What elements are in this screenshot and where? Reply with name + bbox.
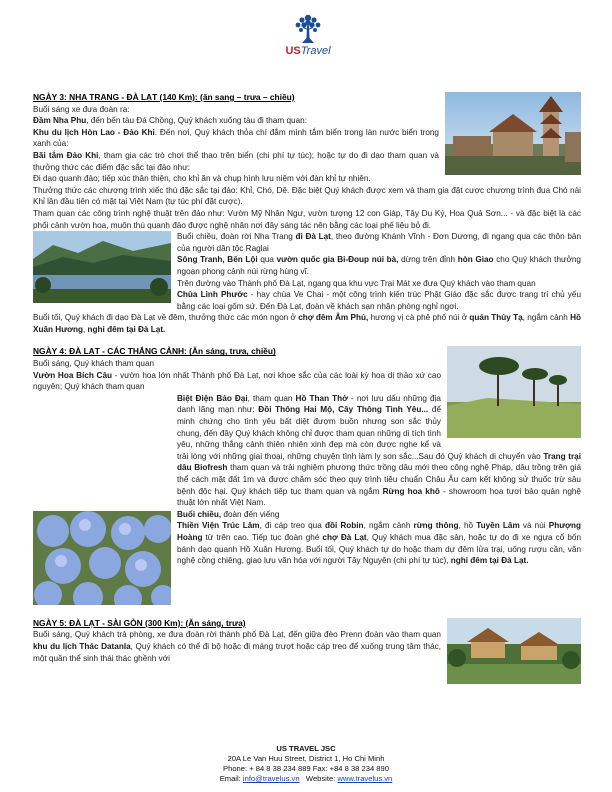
day3-para: Bãi tắm Đảo Khỉ, tham gia các trò chơi thể thao trên biển (chi phí tự túc); hoặc tự do đi dạo tham quan và thưởng thức các điểm đặc sắc tại đảo như: (33, 150, 439, 172)
day3-para: Sông Tranh, Bến Lội qua vườn quốc gia Bi-Đoup núi bà, dừng trên đỉnh hòn Giao cho Quý khách thưởng ngoạn phong cảnh núi rừng hùng vĩ. (177, 255, 581, 276)
day3-para: Chùa Linh Phước - hay chùa Ve Chai - một công trình kiến trúc Phật Giáo đặc sắc được trang trí chủ yếu bằng các loại gốm sứ. Đến Đà Lạt, đoàn về khách sạn nhận phòng nghỉ ngơi. (177, 290, 581, 311)
day4-heading: NGÀY 4: ĐÀ LẠT - CÁC THẮNG CẢNH: (Ăn sáng, trưa, chiều) (33, 346, 276, 357)
day4-para: Buổi chiều, đoàn đến viếng (177, 509, 280, 519)
company-footer (0, 744, 612, 784)
day5-heading: NGÀY 5: ĐÀ LẠT - SÀI GÒN (300 Km): (Ăn sáng, trưa) (33, 617, 246, 628)
pine-hill-photo (447, 346, 581, 438)
website-link[interactable]: www.travelus.vn (337, 774, 393, 783)
itinerary-content (33, 92, 581, 686)
day4-para: Vườn Hoa Bích Câu - vườn hoa lớn nhất Thành phố Đà Lạt, nơi khoe sắc của các loài kỳ hoa dị thảo xứ cao nguyên; Quý khách tham quan (33, 370, 441, 392)
day4-para: Thiền Viện Trúc Lâm, đi cáp treo qua đồi Robin, ngắm cảnh rừng thông, hồ Tuyền Lâm và núi Phượng Hoàng từ trên cao. Tiếp tục đoàn ghé chợ Đà Lạt, Quý khách mua đặc sản, hoặc tự do đi xe ngựa cổ bốn bánh dạo quanh Hồ Xuân Hương. Buổi tối, Quý khách tự do hoặc tham dự đêm lửa trại, uống rượu cần, văn nghệ cồng chiêng, giao lưu văn hóa với người Tây Nguyên (chi phí tự túc), nghỉ đêm tại Đà Lạt. (177, 521, 581, 566)
linh-phuoc-pagoda-photo (445, 92, 581, 175)
truc-lam-monastery-photo (447, 618, 581, 684)
day3-para: Buổi tối, Quý khách đi dạo Đà Lạt về đêm, thưởng thức các món ngon ở chợ đêm Âm Phủ, hương vị cà phê phố núi ở quán Thủy Tạ, ngắm cảnh Hồ Xuân Hương, nghỉ đêm tại Đà Lạt. (33, 313, 582, 334)
email-link[interactable]: info@travelus.vn (242, 774, 300, 783)
company-phone-fax: Phone: + 84 8 38 234 889 Fax: +84 8 38 234 890 (223, 764, 389, 773)
logo-us-text: US (285, 45, 301, 57)
day3-para: Buổi sáng xe đưa đoàn ra: (33, 104, 130, 114)
day3-para: Đi dạo quanh đảo; tiếp xúc thân thiện, cho khỉ ăn và chụp hình lưu niệm với đàn khỉ tự nhiên. (33, 174, 371, 184)
company-address: 20A Le Van Huu Street, District 1, Ho Chi Minh (227, 754, 385, 763)
company-contact: Email: info@travelus.vn Website: www.travelus.vn (219, 774, 393, 783)
day3-heading: NGÀY 3: NHA TRANG - ĐÀ LẠT (140 Km): (ăn sang – trưa – chiều) (33, 92, 295, 102)
day3-para: Đầm Nha Phu, đến bến tàu Đá Chồng, Quý khách xuống tàu đi tham quan: (33, 116, 307, 126)
tree-logo-icon (292, 14, 324, 44)
day3-para: Trên đường vào Thành phố Đà Lạt, ngang qua khu vực Trại Mát xe đưa Quý khách vào tham quan (177, 278, 536, 288)
day5-para: Buổi sáng, Quý khách trả phòng, xe đưa đoàn rời thành phố Đà Lạt, đến giữa đèo Prenn đoàn vào tham quan khu du lịch Thác Datanla, Quý khách có thể đi bộ hoặc đi máng trượt hoặc cáp treo để xuống trung tâm thác, một quần thể sinh thái thác ghềnh với (33, 630, 441, 663)
hydrangea-flowers-photo (33, 511, 171, 605)
day3-para: Buổi chiều, đoàn rời Nha Trang đi Đà Lạt, theo đường Khánh Vĩnh - Đơn Dương, đi ngang qua các thôn bản của người dân tộc Raglai (177, 232, 582, 253)
company-name: US TRAVEL JSC (276, 744, 336, 753)
lake-landscape-photo (33, 231, 171, 303)
day3-para: Khu du lịch Hòn Lao - Đảo Khỉ. Đến nơi, Quý khách thỏa chí đắm mình tắm biển trong làn nước biển trong xanh của: (33, 127, 439, 149)
day3-para: Tham quan các công trình nghệ thuật trên đảo như: Vườn Mỹ Nhân Ngư, vườn tượng 12 con Giáp, Tây Du Ký, Hoa Quả Sơn... - và đặc biệt là các phối cảnh vườn hoa, muôn thú quanh đảo được nghệ nhân nơi đây sáng tác nên bằng các loại phế liệu bỏ đi. (33, 208, 581, 230)
us-travel-logo (268, 14, 348, 64)
day3-para: Thưởng thức các chương trình xiếc thú đặc sắc tại đảo: Khỉ, Chó, Dê. Đặc biệt Quý khách được xem và tham gia đặt cược chương trình đua Chó nài Khỉ lần đầu tiên có mặt tại Việt Nam (tự túc phí đặt cược). (33, 185, 581, 207)
day4-para: Biệt Điện Bảo Đại, tham quan Hồ Than Thở - nơi lưu dấu những địa danh lãng mạn như: Đồi Thông Hai Mộ, Cây Thông Tình Yêu... để minh chứng cho tình yêu bất diệt đượm buồn nhưng son sắc thủy chung, đến đây Quý khách không chỉ được tham quan những di tích tình yêu, những thắng cảnh thiên nhiên xinh đẹp mà còn được nghe kể và trải lòng với những giai thoại, những chuyện tình làm ly son sắc...Sau đó Quý khách di chuyển vào Trang trại dâu Biofresh tham quan và trải nghiệm phương thức trồng dâu mới theo công nghệ Pháp, dâu trồng trên giá thể cách mặt đất 1m và được chăm sóc theo quy trình tiêu chuẩn Châu Âu cam kết không sử thuốc trừ sâu bệnh độc hại. Quý khách tiếp tục tham quan và ngắm Rừng hoa khô - showroom hoa tươi bảo quản nghệ thuật lớn nhất Việt Nam. (177, 393, 582, 508)
day4-para: Buổi sáng, Quý khách tham quan (33, 359, 155, 369)
logo-travel-text: Travel (300, 45, 331, 57)
